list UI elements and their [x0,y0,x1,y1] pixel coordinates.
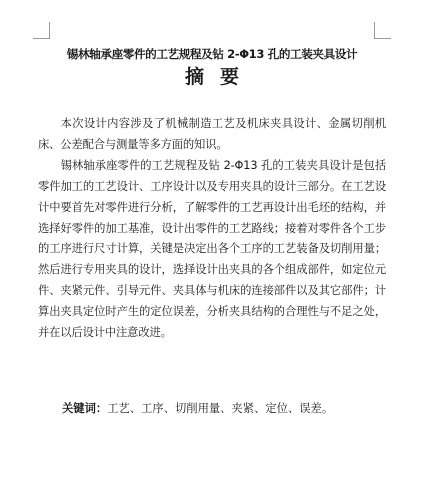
document-title: 锡林轴承座零件的工艺规程及钻 2-Φ13 孔的工装夹具设计 [66,47,358,61]
abstract-body [38,114,386,344]
abstract-heading [0,62,424,89]
abstract-paragraph-1: 本次设计内容涉及了机械制造工艺及机床夹具设计、金属切削机床、公差配合与测量等多方面的知识。 [38,117,386,151]
abstract-paragraph-2: 锡林轴承座零件的工艺规程及钻 2-Φ13 孔的工装夹具设计是包括零件加工的工艺设计、工序设计以及专用夹具的设计三部分。在工艺设计中要首先对零件进行分析，了解零件的工艺再设计出毛坯的结构，并选择好零件的加工基准，设计出零件的工艺路线；接着对零件各个工步的工序进行尺寸计算，关键是决定出各个工序的工艺装备及切削用量；然后进行专用夹具的设计，选择设计出夹具的各个组成部件，如定位元件、夹紧元件、引导元件、夹具体与机床的连接部件以及其它部件；计算出夹具定位时产生的定位误差，分析夹具结构的合理性与不足之处，并在以后设计中注意改进。 [38,158,386,340]
keywords-line [62,399,333,419]
top-right-crop-mark [374,22,391,39]
top-left-crop-mark [33,22,50,39]
abstract-heading-char-2: 要 [220,66,240,88]
abstract-heading-char-1: 摘 [184,66,204,88]
keywords-text: 工艺、工序、切削用量、夹紧、定位、误差。 [107,402,334,415]
keywords-label: 关键词： [62,402,108,415]
